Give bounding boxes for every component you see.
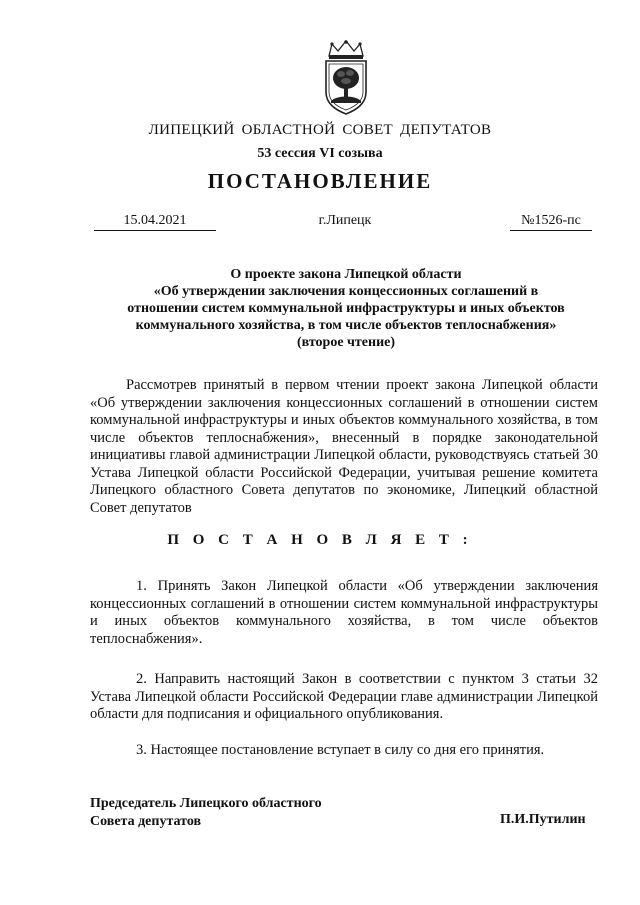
document-date: 15.04.2021 [94, 213, 216, 231]
signatory-name: П.И.Путилин [500, 812, 586, 827]
subject-line: (второе чтение) [296, 335, 396, 350]
resolution-item-1: 1. Принять Закон Липецкой области «Об утверждении заключения концессионных соглашений в отношении систем коммунальной инфраструктуры и иных объектов коммунального хозяйства, в том числе объектов теплоснабжения». [90, 578, 598, 647]
signatory-title-line: Совета депутатов [90, 813, 202, 829]
decrees-heading: П О С Т А Н О В Л Я Е Т : [167, 532, 473, 548]
subject-line: коммунального хозяйства, в том числе объектов теплоснабжения» [135, 318, 557, 333]
preamble-paragraph: Рассмотрев принятый в первом чтении проект закона Липецкой области «Об утверждении заключения концессионных соглашений в отношении систем коммунальной инфраструктуры и иных объектов коммунального хозяйства, в том числе объектов теплоснабжения», внесенный в порядке законодательной инициативы главой администрации Липецкой области, руководствуясь статьей 30 Устава Липецкой области Российской Федерации, учитывая решение комитета Липецкого областного Совета депутатов по экономике, Липецкий областной Совет депутатов [90, 377, 598, 516]
resolution-item-2: 2. Направить настоящий Закон в соответствии с пунктом 3 статьи 32 Устава Липецкой области Российской Федерации главе администрации Липецкой области для подписания и официального опубликования. [90, 671, 598, 722]
document-number: №1526-пс [510, 213, 592, 231]
document-subject [90, 266, 602, 351]
subject-line: «Об утверждении заключения концессионных соглашений в [153, 284, 539, 299]
document-type-title: ПОСТАНОВЛЕНИЕ [207, 169, 433, 193]
session-label: 53 сессия VI созыва [257, 146, 383, 161]
resolution-item-3: 3. Настоящее постановление вступает в силу со дня его принятия. [136, 742, 545, 758]
document-place: г.Липецк [318, 213, 372, 228]
council-name: ЛИПЕЦКИЙ ОБЛАСТНОЙ СОВЕТ ДЕПУТАТОВ [148, 122, 492, 138]
signatory-title [90, 795, 322, 830]
signatory-title-line: Председатель Липецкого областного [90, 796, 322, 811]
subject-line: отношении систем коммунальной инфраструктуры и иных объектов [127, 301, 565, 316]
coat-of-arms-icon [317, 40, 375, 116]
subject-line: О проекте закона Липецкой области [230, 267, 462, 282]
